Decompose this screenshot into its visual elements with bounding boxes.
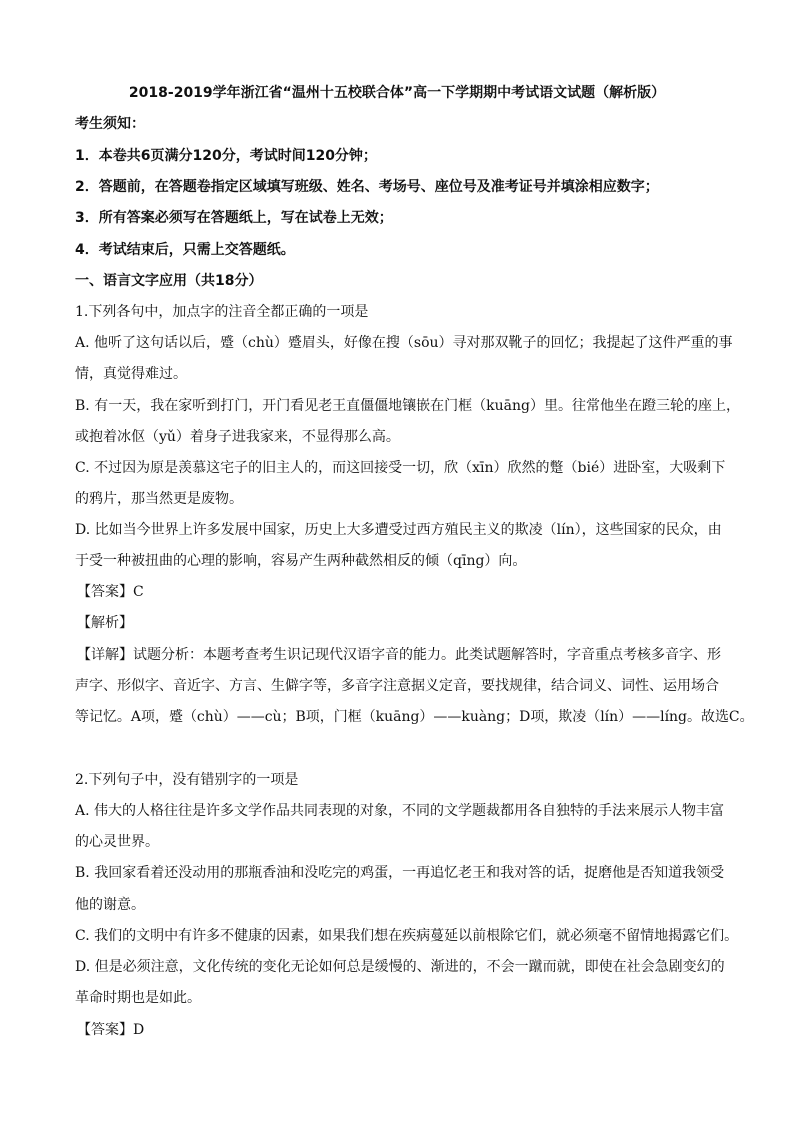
answer-value: D: [133, 1022, 145, 1038]
question-1-option-c: C. 不过因为原是羡慕这宅子的旧主人的，而这回接受一切，欣（xīn）欣然的蹩（bié）进卧室，大吸剩下: [75, 460, 726, 476]
notice-item: 1．本卷共6页满分120分，考试时间120分钟；: [75, 148, 377, 164]
question-2-option-c: C. 我们的文明中有许多不健康的因素，如果我们想在疾病蔓延以前根除它们，就必须毫不留情地揭露它们。: [75, 928, 739, 944]
detail-text: 试题分析：本题考查考生识记现代汉语字音的能力。此类试题解答时，字音重点考核多音字、形: [133, 647, 721, 663]
question-2-option-b: B. 我回家看着还没动用的那瓶香油和没吃完的鸡蛋，一再追忆老王和我对答的话，捉磨他是否知道我领受: [75, 865, 725, 881]
question-1-option-a: A. 他听了这句话以后，蹙（chù）蹙眉头，好像在搜（sōu）寻对那双靴子的回忆；我提起了这件严重的事: [75, 335, 733, 351]
document-title: 2018-2019学年浙江省“温州十五校联合体”高一下学期期中考试语文试题（解析版）: [128, 85, 666, 101]
notice-item: 3．所有答案必须写在答题纸上，写在试卷上无效；: [75, 210, 393, 226]
question-1-detail-cont: 声字、形似字、音近字、方言、生僻字等，多音字注意据义定音，要找规律，结合词义、词性、运用场合: [75, 678, 719, 694]
question-1-option-a-cont: 情，真觉得难过。: [75, 366, 187, 382]
question-1-option-b-cont: 或抱着冰伛（yǔ）着身子进我家来，不显得那么高。: [75, 429, 400, 445]
question-1-option-d: D. 比如当今世界上许多发展中国家，历史上大多遭受过西方殖民主义的欺凌（lín），这些国家的民众，由: [75, 522, 722, 538]
answer-label: 【答案】: [77, 584, 133, 600]
question-2-answer: [77, 1020, 144, 1040]
question-2-option-b-cont: 他的谢意。: [75, 897, 145, 913]
section-heading: 一、语言文字应用（共18分）: [75, 273, 263, 289]
notice-item: 2．答题前，在答题卷指定区域填写班级、姓名、考场号、座位号及准考证号并填涂相应数字；: [75, 179, 659, 195]
question-2-option-a-cont: 的心灵世界。: [75, 834, 159, 850]
question-1-detail-cont: 等记忆。A项，蹙（chù）——cù；B项，门框（kuāng）——kuàng；D项，欺凌（lín）——líng。故选C。: [75, 709, 754, 725]
analysis-label: 【解析】: [77, 615, 133, 631]
detail-label: 【详解】: [77, 647, 133, 663]
answer-label: 【答案】: [77, 1022, 133, 1038]
question-2-option-a: A. 伟大的人格往往是许多文学作品共同表现的对象，不同的文学题裁都用各自独特的手法来展示人物丰富: [75, 803, 725, 819]
notice-item: 4．考试结束后，只需上交答题纸。: [75, 242, 295, 258]
answer-value: C: [133, 584, 144, 600]
question-2-option-d-cont: 革命时期也是如此。: [75, 990, 201, 1006]
notice-heading: 考生须知：: [75, 116, 145, 132]
question-1-stem: 1.下列各句中，加点字的注音全都正确的一项是: [75, 304, 369, 320]
question-1-option-c-cont: 的鸦片，那当然更是废物。: [75, 491, 243, 507]
question-1-option-d-cont: 于受一种被扭曲的心理的影响，容易产生两种截然相反的倾（qīng）向。: [75, 553, 527, 569]
question-2-option-d: D. 但是必须注意，文化传统的变化无论如何总是缓慢的、渐进的，不会一蹴而就，即使在社会急剧变幻的: [75, 959, 725, 975]
question-1-answer: [77, 582, 144, 602]
question-1-detail: [77, 645, 721, 665]
question-1-option-b: B. 有一天，我在家听到打门，开门看见老王直僵僵地镶嵌在门框（kuāng）里。往常他坐在蹬三轮的座上，: [75, 398, 741, 414]
question-2-stem: 2.下列句子中，没有错别字的一项是: [75, 772, 299, 788]
